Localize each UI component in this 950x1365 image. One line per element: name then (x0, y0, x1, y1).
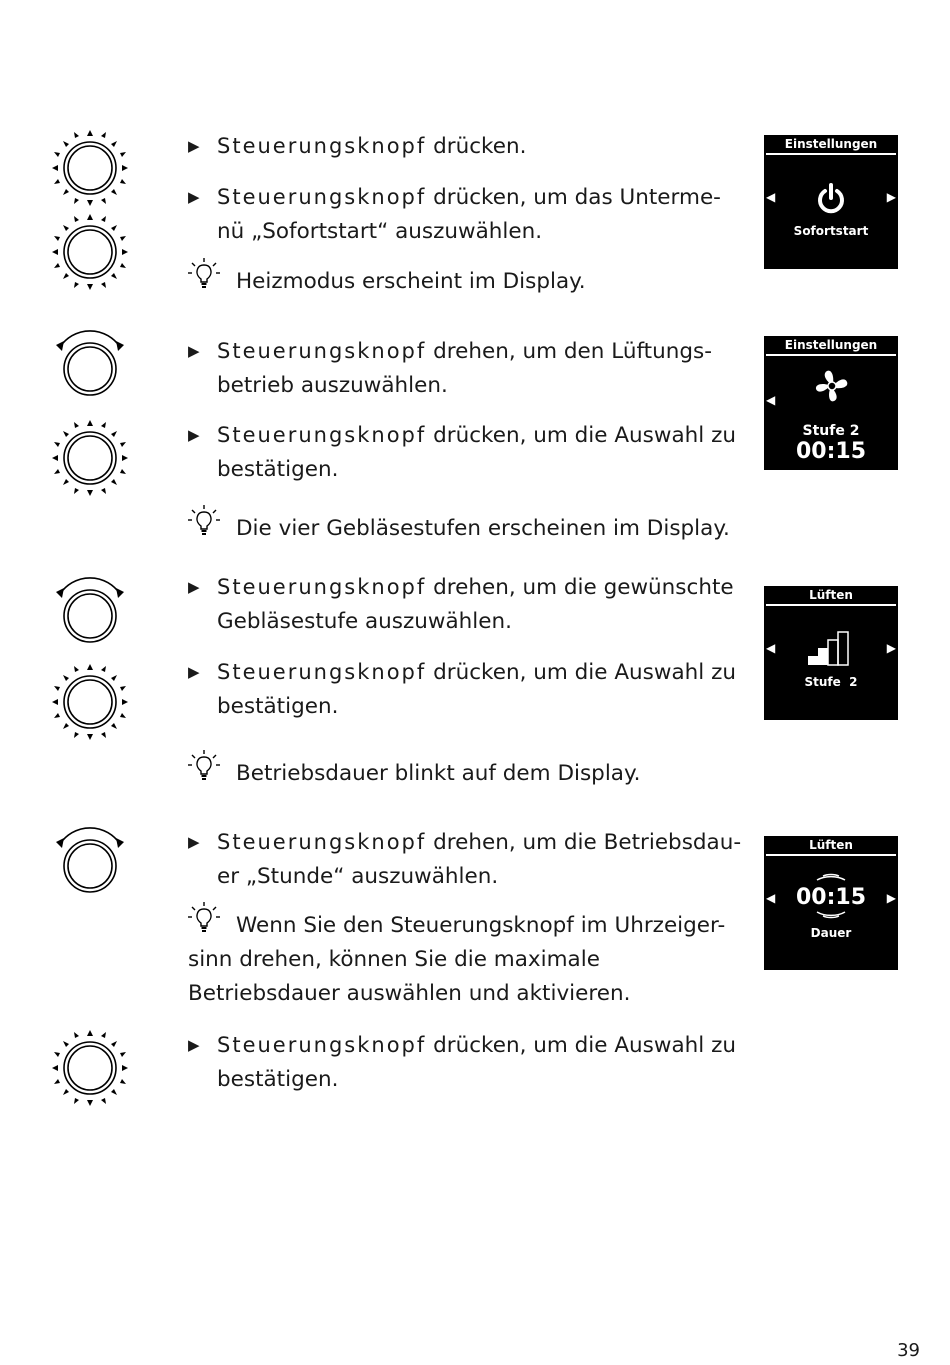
knob-press-icon (50, 128, 130, 208)
lightbulb-icon (188, 504, 222, 538)
display-header: Einstellungen (766, 135, 896, 155)
arrow-left-icon: ◀ (766, 190, 776, 204)
hint-text: Betriebsdauer blinkt auf dem Display. (236, 761, 641, 786)
knob-press-icon (50, 1028, 130, 1108)
lightbulb-icon (188, 257, 222, 291)
power-icon (815, 182, 847, 214)
arrow-left-icon: ◀ (766, 641, 776, 655)
step-text: drücken, um die Auswahl zu (426, 1033, 736, 1058)
step-text: drücken, um die Auswahl zu (426, 660, 736, 685)
step-text: drehen, um den Lüftungs- (426, 339, 712, 364)
step-keyword: Steuerungsknopf (217, 660, 427, 684)
step-keyword: Steuerungsknopf (217, 575, 427, 599)
step-text-line2: bestätigen. (217, 1067, 339, 1092)
knob-press-icon (50, 662, 130, 742)
display-header: Lüften (766, 836, 896, 856)
display-time: 00:15 (795, 885, 867, 910)
hint-note (188, 757, 748, 791)
hint-note (188, 909, 748, 1011)
triangle-bullet-icon: ▶ (188, 188, 200, 206)
step-text: drücken. (426, 134, 527, 159)
display-time: 00:15 (795, 439, 867, 464)
knob-rotate-icon (50, 572, 130, 652)
step-text: drücken, um das Unterme- (426, 185, 721, 210)
triangle-bullet-icon: ▶ (188, 578, 200, 596)
step-text-line2: betrieb auszuwählen. (217, 373, 448, 398)
instruction-step (188, 129, 748, 164)
hint-note (188, 265, 748, 299)
arrow-right-icon: ▶ (886, 641, 896, 655)
step-keyword: Steuerungsknopf (217, 185, 427, 209)
knob-rotate-icon (50, 325, 130, 405)
step-text-line2: Gebläsestufe auszuwählen. (217, 609, 512, 634)
display-screen-sofortstart (764, 135, 898, 269)
arrow-right-icon: ▶ (886, 190, 896, 204)
triangle-bullet-icon: ▶ (188, 426, 200, 444)
hint-text: Die vier Gebläsestufen erscheinen im Display. (236, 516, 730, 541)
arrow-left-icon: ◀ (766, 891, 776, 905)
step-keyword: Steuerungsknopf (217, 830, 427, 854)
hint-text: Wenn Sie den Steuerungsknopf im Uhrzeiger- sinn drehen, können Sie die maximale Betriebsdauer auswählen und aktivieren. (188, 913, 726, 1006)
arrow-left-icon: ◀ (766, 393, 776, 407)
display-label: Stufe 2 (802, 423, 860, 439)
step-keyword: Steuerungsknopf (217, 1033, 427, 1057)
triangle-bullet-icon: ▶ (188, 137, 200, 155)
display-screen-dauer (764, 836, 898, 970)
triangle-bullet-icon: ▶ (188, 833, 200, 851)
step-keyword: Steuerungsknopf (217, 423, 427, 447)
instruction-step (188, 1028, 748, 1097)
lightbulb-icon (188, 749, 222, 783)
step-text-line2: nü „Sofortstart“ auszuwählen. (217, 219, 543, 244)
display-screen-fan-level (764, 336, 898, 470)
hint-text: Heizmodus erscheint im Display. (236, 269, 586, 294)
display-header: Lüften (766, 586, 896, 606)
step-text: drehen, um die gewünschte (426, 575, 734, 600)
step-text: drücken, um die Auswahl zu (426, 423, 736, 448)
display-label: Dauer (810, 926, 852, 940)
step-text-line2: er „Stunde“ auszuwählen. (217, 864, 499, 889)
instruction-step (188, 655, 748, 724)
step-text-line2: bestätigen. (217, 457, 339, 482)
step-keyword: Steuerungsknopf (217, 134, 427, 158)
instruction-step (188, 418, 748, 487)
knob-rotate-icon (50, 822, 130, 902)
step-text: drehen, um die Betriebsdau- (426, 830, 742, 855)
triangle-bullet-icon: ▶ (188, 663, 200, 681)
step-text-line2: bestätigen. (217, 694, 339, 719)
instruction-step (188, 570, 748, 639)
instruction-step (188, 180, 748, 249)
fan-icon (814, 368, 850, 404)
display-label: Stufe 2 (804, 675, 858, 689)
instruction-step (188, 334, 748, 403)
stairs-icon (806, 630, 852, 666)
triangle-bullet-icon: ▶ (188, 1036, 200, 1054)
display-label: Sofortstart (793, 224, 869, 238)
arrow-right-icon: ▶ (886, 891, 896, 905)
triangle-bullet-icon: ▶ (188, 342, 200, 360)
instruction-step (188, 825, 748, 894)
step-keyword: Steuerungsknopf (217, 339, 427, 363)
lightbulb-icon (188, 901, 222, 935)
page-number: 39 (897, 1340, 920, 1361)
knob-press-icon (50, 418, 130, 498)
display-screen-luften-stufe (764, 586, 898, 720)
knob-press-icon (50, 212, 130, 292)
hint-note (188, 512, 748, 546)
display-header: Einstellungen (766, 336, 896, 356)
